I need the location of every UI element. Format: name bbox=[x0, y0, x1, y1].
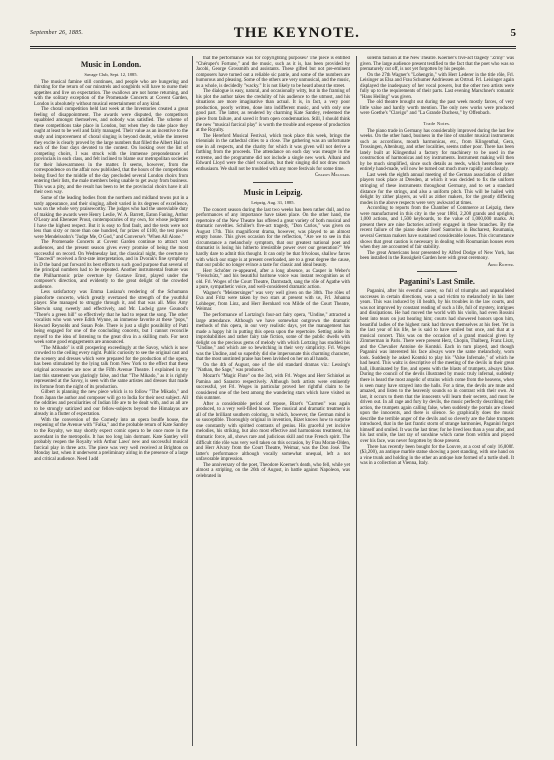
paragraph: Gilbert is planning the new piece which is to follow "The Mikado," and from Japan the author and composer will go to India for their next subject. All the oddities and peculiarities of Indian life are to be dealt with, and as all are to be strongly satirized and our fellow-subjects beyond the Himalayas are already in a flutter of expectation. bbox=[34, 390, 188, 418]
paragraph: Paganini, after his eventful career, so full of triumphs and unparalleled successes in certain directions, was a sad victim to melancholy in his later years. This was induced by ill health, by his troubles in the law courts, and was not improved by constant reading of such a life, full of mystery, intrigues and dissipations. He had moved the world with his violin, had even Rossini bent into tears on just hearing him; courts had showered honors upon him, beautiful ladies of the highest rank had thrown themselves at his feet. Yet in the last year of his life, he is said to have smiled but once, and that at a musical concert. This was on the occasion of a grand musical given by Zimmerman in Paris. There were present Herz, Chopin, Thalberg, Franz Liszt, and the Chevalier Antoine de Kontski. Each in turn played, and though Paganini was interested his face always wore the same melancholy, worn look. Suddenly he asked Kontski to play his "Valse Infernale," of which he had heard. This waltz is descriptive of the meeting of the devils in their great hall, illuminated by fire, and opens with the blasts of trumpets, always false. During the council of the devils illustrated by music truly infernal, suddenly there is heard the most angelic of strains which come from the heavens, when is seen many have strayed into the halls. For a time, the devils are mute and amazed, and listen to the heavenly sounds so in contrast with their own. At last, it occurs to them that the innocents will learn their secrets, and must be driven out. In all rage and fury by devils, the music perfectly describing their action, the trumpets again calling false, when suddenly the portals are closed upon the innocents, and there is silence. So graphically does the music describe the terrible anger of the devils and so cleverly are the false trumpets introduced, that in the last frantic storm of strange harmonies, Paganini forgot himself and smiled. It was the last time; for he lived less than a year after, and his last smile, the last ray of sunshine which came from within and played over his face, was never forgotten by those present. bbox=[360, 289, 514, 444]
paragraph: On the 27th Wagner's "Lohengrin," with Herr Lederer in the title rôle, Frl. Leisinger as Elsa and Frau Schumer Andriessen as Ortrud. Frl. Leisinger again displayed the inadequacy of her vocal powers, but the other two artists were fully up to the requirements of their parts. Last evening Marschner's romantic "Hans Heiling" was given. bbox=[360, 72, 514, 100]
paragraph: There has recently been bought for the Louvre, at a cost of only 16,000f. ($3,200), an antique marble statue showing a poet standing, with one hand on a vine trunk and holding in the other an antique lute formed of a turtle shell. It was in a collection at Vienna, Italy. bbox=[360, 444, 514, 467]
paragraph: On the 4th of August, one of the old standard dramas viz.: Lessing's "Nathan, the Sage," was produced. bbox=[196, 362, 350, 374]
header-rule-thin bbox=[30, 48, 516, 49]
article-dateline: Leipzig, Aug. 31, 1885. bbox=[251, 200, 295, 206]
article-dateline: Savage Club, Sept. 12, 1885. bbox=[84, 72, 138, 77]
paragraph: Some of the leading bodies from the northern and midland towns put in a tardy appearance, and their singing, albeit varied in its degrees of excellence, was on the whole very praiseworthy. The judges who had the unenviable duty of making the awards were Henry Leslie, W. A. Barrett, Eaton Faning, Arthur O'Leary and Ebenezer Prout, contemporaries of my own, for whose judgment I have the highest respect. But it is easy to find fault, and the tests were not less than sixty or more than one hundred, for prizes of £100, the test pieces were Mendelssohn's "Judge Me, O God," and Converse's "When All Alone." bbox=[34, 196, 188, 240]
column-2 bbox=[196, 56, 350, 746]
paragraph: The anniversary of the poet, Theodore Koerner's death, who fell, while yet almost a stripling, on the 26th of August, in battle against Napoleon, was celebrated in bbox=[196, 462, 350, 479]
paragraph: Wagner's "Meistersinger" was very well given on the 30th. The rôles of Eva and Fritz were taken by two stars at present with us, Frl. Johanna Lohbeger, from Linz, and Herr Bernhard von Milde of the Court Theatre, Weimar. bbox=[196, 290, 350, 313]
masthead bbox=[30, 22, 516, 44]
publication-title: THE KEYNOTE. bbox=[233, 24, 360, 41]
column-divider bbox=[192, 56, 193, 746]
section-separator bbox=[417, 271, 457, 272]
paragraph: Last week the eighth annual meeting of the German association of zither players took place at Dresden, at which it was decided to fix the uniform stringing of these instruments throughout Germany, and to set a standard distance for the strings, and also a uniform pitch. This will be hailed with delight by zither players, as will as zither makers, for the greatly differing modes in the above respects were very awkward at times. bbox=[360, 172, 514, 206]
paragraph: The concert season during the last two weeks has been rather dull, and no performances of any importance have taken place. On the other hand, the repertoire of the New Theatre has offered a great variety of both musical and dramatic novelties. Schiller's five-act tragedy, "Don Carlos," was given on August 17th. This magnificent drama, however, was played to an almost empty house. This gives occasion for the reflection, "Are we to see in this circumstance a melancholy symptom, that our greatest national poet and dramatist is losing his hitherto irresistible power over our generation?" We hardly dare to admit this thought. It can only be that frivolous, shallow farces with which our stage is at present overloaded, are to a great degree the cause, that our public no longer evince a taste for classic and ideal beauty. bbox=[196, 207, 350, 269]
trade-notes-subhead: Trade Notes. bbox=[423, 121, 451, 127]
paragraph: The dialogue is easy, natural, and occasionally witty, but in the framing of his plot the author takes the credulity of his audience to the utmost, and his situations are more imaginative than actual. It is, in fact, a very poor production, poorly written, done into indifferent music, and with only one good part. The latter, as rendered by charming Kate Santley, redeemed the piece from failure, and saved it from open condemnation. Still, I should think the new "musical farcical play" is worth the trouble and expense of production at the Royalty. bbox=[196, 89, 350, 134]
paragraph: The piano trade in Germany has considerably improved during the last few weeks. On the other hand, business in the line of smaller musical instruments such as accordions, mouth harmonicas, etc., from Klingenthal, Gera, Trossingen, Altenburg, and other localities, seems rather poor. There has been lately built at Klingenthal a factory for machinery to be used in the construction of harmonicas and toy instruments. Instrument making will then by be much simplified, since such details as reeds, which heretofore were entirely hand-made, will now be turned out much more rapidly and cheaply. bbox=[360, 128, 514, 173]
section-separator bbox=[253, 182, 293, 183]
paragraph: The performance of Lortzing's four-act fairy opera, "Undine," attracted a large attendance. Although we have somewhat outgrown the dramatic methods of this opera, in our very realistic days, yet the management has made a happy hit in putting this opera upon the repertoire. Setting aside its improbabilities and rather fairy tale fiction, some of the public dwells with delight on the precious gems of melody with which Lortzing has studded his "Undine," and which are so bewitching in their very simplicity. Frl. Woges was the Undine, and so superbly did she impersonate this charming character, that the most unstinted praise has been lavished on her on all hands. bbox=[196, 312, 350, 363]
article-heading-paganini: Paganini's Last Smile. bbox=[399, 277, 475, 287]
paragraph: After a considerable period of repose, Bizet's "Carmen" was again produced, to a very well-filled house. The musical and dramatic treatment is all of the brilliant southern coloring, to which, however, the German mind is so susceptible. Thoroughly original in invention, Bizet knows how to surprise one constantly with spirited contrasts of genius. His graceful yet incisive melodies, his striking, but also most effective and harmonious treatment, his dramatic force, all, shows rare and judicious skill and true French spirit. The difficult title rôle was very well taken on this occasion, by Frau Moran-Olden, and Herr Alvary from the Court Theatre, Weimar, was the Don José. The latter's performance although vocally somewhat unequal, left a not unfavorable impression. bbox=[196, 401, 350, 463]
header-rule bbox=[30, 46, 516, 47]
paragraph: With the conversion of the Comedy into an opera bouffe house, the reopening of the Avenue with "Falka," and the probable return of Kate Santley to the Royalty, we may shortly expect comic opera to be once more in the ascendant in the metropolis. It has too long lain dormant. Kate Santley will probably reopen the Royalty with Arthur Laws' new and successful musical farcical play in three acts. The piece was very well received at Brighton on Monday last, when it underwent a preliminary airing in the presence of a large and critical audience. Need I add bbox=[34, 417, 188, 462]
paragraph: Mozart's "Magic Flute" on the 3rd, with Frl. Woges and Herr Schinkel as Pamina and Sarastro respectively. Although both artists were eminently successful, yet Frl. Woges in particular proved her rightful claim to be considered one of the best among the wandering stars which have visited us this summer. bbox=[196, 373, 350, 402]
paragraph: The old theatre brought out during the past week mostly farces, of very little value and hardly worth mention. The only new works were produced were Goethe's "Clavigo" and "La Grande Duchess," by Offenbach. bbox=[360, 100, 514, 117]
paragraph: The Promenade Concerts at Covent Garden continue to attract vast audiences, and the present season gives every promise of being the most successful on record. On Wednesday last, the classical night, the overture to "Tancredi" received a first-rate interpretation, and in Dvorak's fine symphony in D the band put forward its best efforts to such good purpose that several of the principal numbers had to be repeated. Another instrumental feature was the Philharmonic prize overture by Gustave Ernst, played under the composer's direction, and evidently to the great delight of the crowded audience. bbox=[34, 240, 188, 290]
paragraph: Less satisfactory was Emma Lusiana's rendering of the Schumann pianoforte concerto, which greatly overtaxed the strength of the youthful player. She managed to struggle through it, and that was all. Miss Amy Sherwin sang sweetly and effectively, and Mr. Ludwig gave Gounod's "There's a green hill" so effectively that he had to repeat the song. The other vocalists who won were Edith Wynne, an immense favorite at these "pops," Howard Reynolds and Susan Pole. There is just a slight possibility of Patti being engaged for one of the concluding concerts, but I cannot reconcile myself to the idea of listening to the great diva in a skilling mob. For next week some good engagements are announced. bbox=[34, 290, 188, 346]
issue-date: September 26, 1885. bbox=[30, 30, 84, 36]
page-number: 5 bbox=[510, 27, 516, 39]
paragraph: The musical famine still continues, and people who are hungering and thirsting for the return of our minstrels and songbirds will have to nurse their appetites and live on expectation. The swallows are not home returning, and with the solitary exception of the Promenade Concerts at Covent Garden, London is absolutely without musical entertainment of any kind. bbox=[34, 79, 188, 107]
paragraph: The great Americans hear presented by Alfred Dodge of New York, has been installed in the Rossigkeit Garden here with great ceremony. bbox=[360, 250, 514, 262]
column-divider bbox=[356, 56, 357, 746]
paragraph: The Hereford Musical Festival, which took place this week, brings the triennials in the cathedral cities to a close. The gathering was an unfortunate one in all respects, and the charity for which it was given will not derive a farthing from the proceeds. The attendance on each day was meagre in the extreme, and the programme did not include a single new work. Albani and Edward Lloyd were the chief vocalists, but their singing did not draw much enthusiasm. We shall not be troubled with any more festivals for some time. bbox=[196, 133, 350, 172]
author-signature: Charles Millward. bbox=[315, 173, 350, 179]
article-heading-leipzig: Music in Leipzig. bbox=[243, 188, 303, 198]
column-1 bbox=[34, 56, 188, 746]
paragraph: According to reports from the Chamber of Commerce at Leipzig, there were manufactured in this city in the year 1884, 2,200 grands and uprights, 1,000 actions, and 1,500 keyboards, to the value of 1,000,000 marks. At present there are nine factories actively engaged in these branches. By the recent failure of the piano dealer Josef Santorius in Bucharest, Roumania, several German makers have sustained considerable losses. This circumstance shows that great caution is necessary in dealing with Roumanian houses even when they are accounted of fair stability. bbox=[360, 206, 514, 251]
paragraph: "The Mikado" is still prospering exceedingly at the Savoy, which is now crowded to the ceiling every night. Public curiosity to see the original cast and the scenery and dresses which were prepared for the production of the opera, has been stimulated by the lying talk from New York to the effect that these original accessories are now at the Fifth Avenue Theatre. I explained in my last this statement was glaringly false, and that "The Mikado," as it is rightly represented at the Savoy, is seen with the same artistes and dresses that made its fortune from the night of its production. bbox=[34, 345, 188, 390]
paragraph: Herr Schröter re-appeared, after a long absence, as Casper in Weber's "Freischütz," and his beautiful baritone voice was instant recognition as of old. Frl. Woges of the Court Theatre, Darmstadt, sang the rôle of Agathe with a pure, sympathetic voice, and well-considered dramatic action. bbox=[196, 268, 350, 291]
paragraph: that the performance was for copyrighting purposes? The piece is entitled "Chéruper's Fortune," and the music, such as it is, has been provided by Jacobi, George Grossmith and assistants. These gifted but not pre-eminent composers have turned out a reliable sic patrie, and some of the numbers are humorous and pleasing. Some of the others are very unmusical, and the music, as a whole, is decidedly "wacky." It is not likely to be heard about the street. bbox=[196, 56, 350, 89]
author-signature: Arno Richter. bbox=[487, 262, 514, 268]
paragraph: solemn fashion at the New Theatre. Koerner's five-act tragedy "Zriny" was given. The large audience present testified to the fact that the poet who was so prematurely cut off, is not yet forgotten by his people. bbox=[360, 56, 514, 73]
article-heading-london: Music in London. bbox=[80, 60, 142, 69]
column-3 bbox=[360, 56, 514, 746]
paragraph: The choral competition held last week at the Inventories created a great feeling of disappointment. The awards were disputed, the competitors squabbled amongst themselves, and nobody was satisfied. The scheme of these competitions take place in London, but when they do take place they ought at least to be well and fairly managed. Their value as an incentive to the study and improvement of choral singing is beyond doubt, while the interest they excite is clearly proved by the large numbers that filled the Albert Hall on each of the four days devoted to the contest. On looking over the list of competing choirs, I was struck with the immense preponderance of provincials in each class, and felt inclined to blame our metropolitan societies for their lukewarmness in the matter. It seems, however, from the correspondence on the affair now published, that the hours of the competitions being fixed for the middle of the day precluded several London choirs from entering their lists, the male members being unable to get away from business. This was a pity, and the result has been to let the provincial choirs have it all their own way. bbox=[34, 107, 188, 196]
